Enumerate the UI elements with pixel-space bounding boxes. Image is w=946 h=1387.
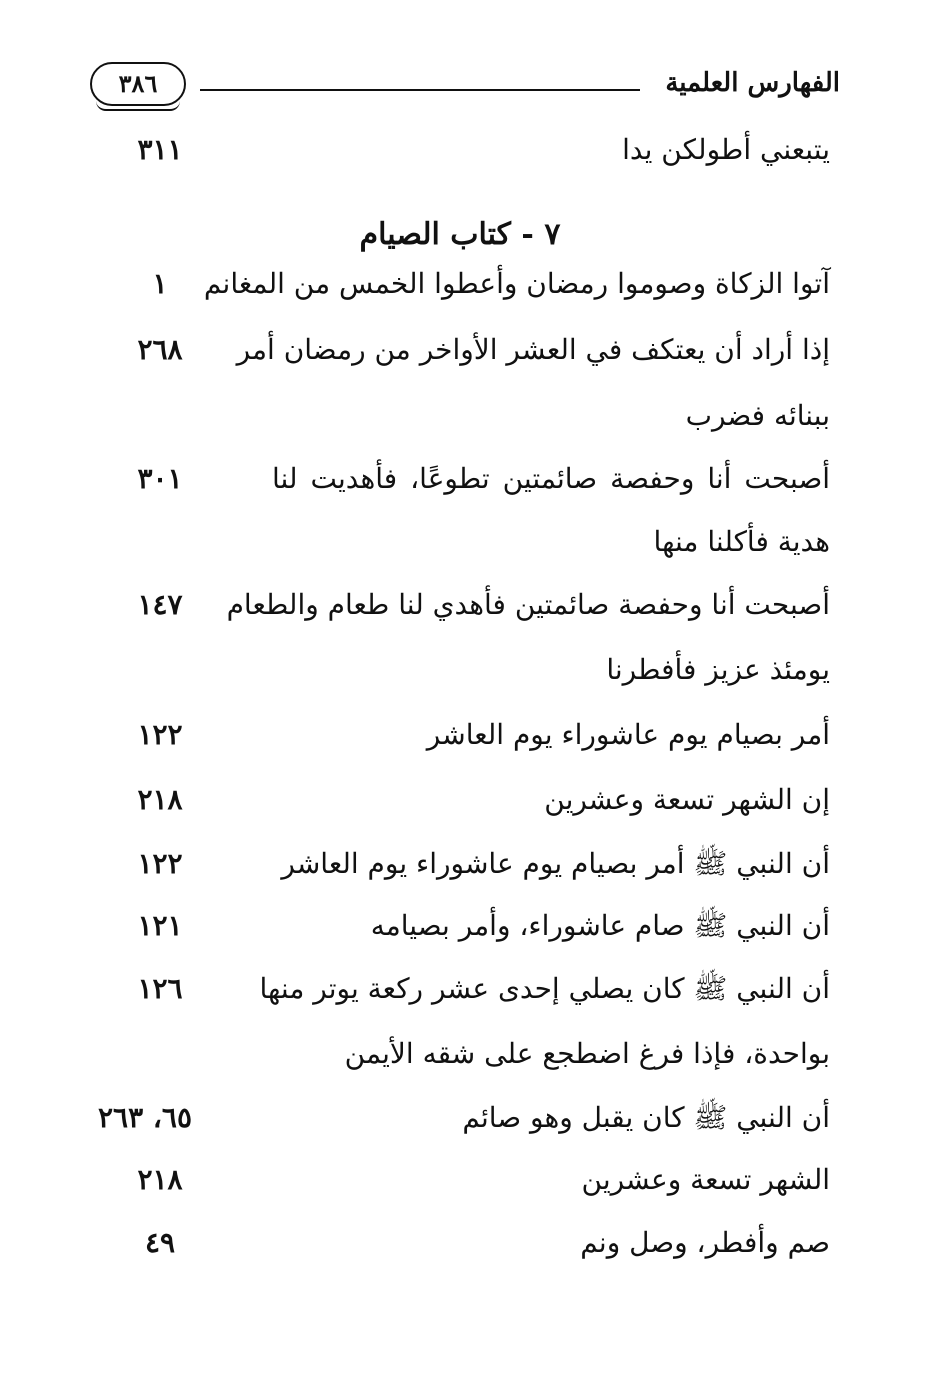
index-entry-continuation: [100, 394, 830, 438]
index-entry: [100, 842, 830, 886]
running-title: الفهارس العلمية: [665, 68, 840, 98]
entry-text: هدية فأكلنا منها: [653, 525, 830, 558]
entry-text: أن النبي ﷺ أمر بصيام يوم عاشوراء يوم العاشر: [281, 847, 830, 880]
index-entry-continuation: [100, 1032, 830, 1076]
index-entry: [100, 1158, 830, 1202]
index-entry: [100, 583, 830, 627]
entry-page-ref: ٤٩: [144, 1226, 176, 1259]
entry-text: صم وأفطر، وصل ونم: [580, 1226, 830, 1259]
index-entry: [100, 967, 830, 1011]
index-entry: [100, 328, 830, 372]
entry-text: أصبحت أنا وحفصة صائمتين فأهدي لنا طعام والطعام: [226, 588, 830, 621]
entry-page-ref: ٢١٨: [137, 783, 183, 816]
entry-text: يومئذ عزيز فأفطرنا: [606, 653, 830, 686]
entry-page-ref: ٦٥، ٢٦٣: [98, 1101, 192, 1134]
entry-text: يتبعني أطولكن يدا: [622, 133, 830, 166]
index-entry-continuation: [100, 520, 830, 564]
entry-page-ref: ٣٠١: [137, 462, 183, 495]
page-number-badge: ٣٨٦: [90, 62, 186, 106]
index-entry: [100, 262, 830, 306]
index-entry: [100, 904, 830, 948]
entry-text: بواحدة، فإذا فرغ اضطجع على شقه الأيمن: [344, 1037, 830, 1070]
entry-text: إذا أراد أن يعتكف في العشر الأواخر من رمضان أمر: [236, 333, 830, 366]
index-entry: [100, 1096, 830, 1140]
index-entry: [100, 128, 830, 172]
index-entry-continuation: [100, 648, 830, 692]
header-rule: [200, 89, 640, 91]
index-entry: [100, 457, 830, 501]
entry-page-ref: ١٤٧: [137, 588, 183, 621]
entry-page-ref: ٢١٨: [137, 1163, 183, 1196]
entry-page-ref: ١٢١: [137, 909, 183, 942]
entry-text: أمر بصيام يوم عاشوراء يوم العاشر: [426, 718, 830, 751]
entry-text: أصبحت أنا وحفصة صائمتين تطوعًا، فأهديت لنا: [272, 462, 830, 495]
entry-text: أن النبي ﷺ صام عاشوراء، وأمر بصيامه: [370, 909, 830, 942]
entry-page-ref: ٢٦٨: [137, 333, 183, 366]
entry-page-ref: ١٢٦: [137, 972, 183, 1005]
entry-text: آتوا الزكاة وصوموا رمضان وأعطوا الخمس من المغانم: [203, 267, 830, 300]
entry-page-ref: ٣١١: [137, 133, 183, 166]
entry-text: الشهر تسعة وعشرين: [581, 1163, 830, 1196]
entry-page-ref: ١: [152, 267, 168, 300]
index-entry: [100, 713, 830, 757]
section-title: ٧ - كتاب الصيام: [359, 217, 561, 252]
entry-text: أن النبي ﷺ كان يقبل وهو صائم: [462, 1101, 830, 1134]
index-entry: [100, 1221, 830, 1265]
index-entry: [100, 778, 830, 822]
entry-text: ببنائه فضرب: [685, 399, 830, 432]
entry-text: أن النبي ﷺ كان يصلي إحدى عشر ركعة يوتر منها: [259, 972, 830, 1005]
entry-page-ref: ١٢٢: [137, 718, 183, 751]
entry-text: إن الشهر تسعة وعشرين: [544, 783, 830, 816]
entry-page-ref: ١٢٢: [137, 847, 183, 880]
page-header: [90, 62, 840, 110]
